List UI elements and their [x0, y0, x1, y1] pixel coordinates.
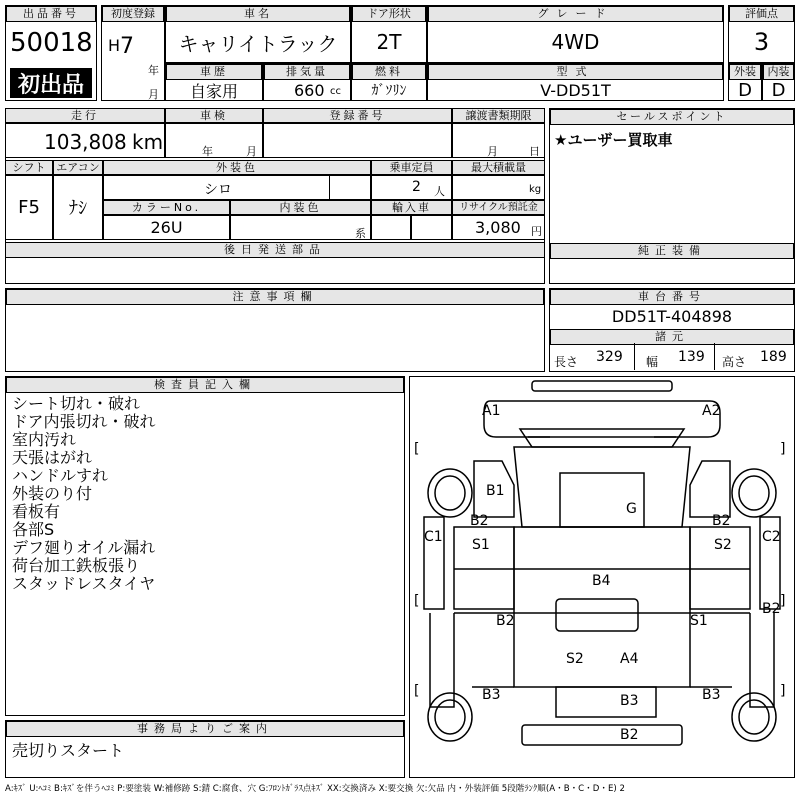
caution-block — [5, 288, 545, 372]
damage-mark: B2 — [620, 727, 639, 743]
registration-block — [101, 5, 165, 101]
office-label: 事務局よりご案内 — [6, 721, 404, 737]
name-value: キャリイトラック — [178, 31, 338, 56]
bracket-mark: [ — [414, 441, 420, 457]
damage-mark: A1 — [482, 403, 501, 419]
regno-label: 登録番号 — [263, 108, 452, 124]
recycle-value: 3,080 — [475, 218, 521, 237]
damage-mark: B3 — [702, 687, 721, 703]
inspection-month-unit: 月 — [246, 145, 257, 158]
office-block — [5, 720, 405, 778]
model-value: V-DD51T — [540, 80, 611, 100]
damage-mark: C2 — [762, 529, 781, 545]
colorno-value: 26U — [103, 214, 230, 240]
color-divider — [329, 174, 330, 200]
inspector-label: 検査員記入欄 — [6, 377, 404, 393]
ac-label: エアコン — [53, 160, 103, 176]
later-parts-label: 後日発送部品 — [5, 242, 545, 258]
inspection-cell — [165, 122, 263, 158]
inspector-note: 各部S — [12, 520, 55, 539]
lot-label: 出品番号 — [6, 6, 96, 22]
inspector-note: 天張はがれ — [12, 448, 93, 467]
bracket-mark: [ — [414, 683, 420, 699]
bracket-mark: ] — [780, 441, 786, 457]
grade-value: 4WD — [551, 30, 600, 54]
width-label: 幅 — [646, 355, 659, 369]
grade-label: グレード — [428, 6, 723, 22]
inspector-note: 外装のり付 — [12, 484, 93, 503]
intcolor-label: 内装色 — [230, 200, 371, 216]
sales-point-label: セールスポイント — [550, 109, 794, 125]
transfer-label: 譲渡書類期限 — [452, 108, 545, 124]
month-unit: 月 — [148, 88, 159, 101]
transfer-day-unit: 日 — [529, 145, 540, 158]
damage-mark: S2 — [566, 651, 584, 667]
year-unit: 年 — [148, 64, 159, 77]
inspector-note: 室内汚れ — [12, 430, 77, 449]
fuel-value: ｶﾞｿﾘﾝ — [371, 83, 407, 99]
interior-label: 内装 — [763, 64, 794, 80]
history-block — [165, 63, 263, 101]
recycle-unit: 円 — [531, 225, 542, 238]
recycle-cell — [452, 214, 545, 240]
transfer-cell — [452, 122, 545, 158]
recycle-label: リサイクル預託金 — [452, 200, 545, 216]
lot-number: 50018 — [10, 28, 93, 58]
interior-block — [762, 63, 795, 101]
spec-label: 諸元 — [550, 329, 794, 345]
office-text: 売切りスタート — [12, 741, 125, 760]
legend-text: A:ｷｽﾞ U:ﾍｺﾐ B:ｷｽﾞを伴うﾍｺﾐ P:要塗装 W:補修跡 S:錆 C:腐食、穴 G:ﾌﾛﾝﾄｶﾞﾗｽ点ｷｽﾞ XX:交換済み X:要交換 欠:欠品 内・外装評価 5段階ﾗﾝｸ順(A・B・C・D・E) 2 — [5, 784, 625, 794]
height-label: 高さ — [722, 355, 747, 369]
damage-mark: B2 — [470, 513, 489, 529]
displacement-block — [263, 63, 351, 101]
inspection-label: 車検 — [165, 108, 263, 124]
damage-mark: A4 — [620, 651, 639, 667]
mileage-label: 走行 — [5, 108, 165, 124]
capacity-cell — [371, 174, 452, 200]
inspection-year-unit: 年 — [202, 145, 213, 158]
exterior-value: D — [738, 79, 752, 101]
chassis-label: 車台番号 — [550, 289, 794, 305]
height-value: 189 — [760, 349, 787, 365]
inspector-note: ハンドルすれ — [12, 466, 109, 485]
door-label: ドア形状 — [352, 6, 426, 22]
spec-row — [550, 343, 794, 371]
spec-divider-1 — [634, 343, 635, 370]
sales-point-text: ★ユーザー買取車 — [554, 131, 673, 149]
length-value: 329 — [596, 349, 623, 365]
regno-cell — [263, 122, 452, 158]
width-value: 139 — [678, 349, 705, 365]
model-block — [427, 63, 724, 101]
intcolor-cell — [230, 214, 371, 240]
name-block — [165, 5, 351, 63]
inspector-note: 荷台加工鉄板張り — [12, 556, 141, 575]
fuel-block — [351, 63, 427, 101]
inspector-note: 看板有 — [12, 502, 61, 521]
shift-value: F5 — [5, 174, 53, 240]
door-block — [351, 5, 427, 63]
history-value: 自家用 — [189, 81, 238, 101]
load-unit: kg — [529, 184, 542, 195]
damage-mark: C1 — [424, 529, 443, 545]
bracket-mark: [ — [414, 593, 420, 609]
mileage-cell — [5, 122, 165, 158]
score-label: 評価点 — [729, 6, 794, 22]
inspector-note: シート切れ・破れ — [12, 394, 141, 413]
damage-mark: B3 — [482, 687, 501, 703]
damage-mark: G — [626, 501, 637, 517]
interior-value: D — [771, 79, 786, 101]
capacity-value: 2 — [412, 179, 421, 195]
import-cell-a — [371, 214, 411, 240]
exterior-block — [728, 63, 762, 101]
sales-point-block — [549, 108, 795, 284]
spec-divider-2 — [714, 343, 715, 370]
reg-year: 7 — [120, 34, 134, 59]
damage-mark: S1 — [472, 537, 490, 553]
damage-mark: B1 — [486, 483, 505, 499]
damage-mark: S2 — [714, 537, 732, 553]
displacement-value: 660 — [294, 81, 325, 100]
score-block — [728, 5, 795, 63]
model-label: 型式 — [428, 64, 723, 80]
damage-mark: B2 — [496, 613, 515, 629]
color-label: 外装色 — [103, 160, 371, 176]
reg-era: H — [108, 36, 121, 55]
mileage-unit: km — [132, 130, 164, 154]
score-value: 3 — [753, 28, 770, 56]
length-label: 長さ — [554, 355, 579, 369]
intcolor-unit: 系 — [355, 227, 366, 240]
import-cell-b — [411, 214, 452, 240]
door-value: 2T — [376, 30, 402, 54]
genuine-label: 純正装備 — [550, 243, 794, 259]
capacity-label: 乗車定員 — [371, 160, 452, 176]
caution-label: 注意事項欄 — [6, 289, 544, 305]
grade-block — [427, 5, 724, 63]
inspector-block — [5, 376, 405, 716]
color-cell — [103, 174, 371, 200]
displacement-label: 排気量 — [264, 64, 350, 80]
damage-diagram — [409, 376, 795, 778]
reg-label: 初度登録 — [102, 6, 164, 22]
damage-mark: B3 — [620, 693, 639, 709]
inspector-note: ドア内張切れ・破れ — [12, 412, 156, 431]
colorno-label: カラーNo. — [103, 200, 230, 216]
color-value: シロ — [204, 182, 232, 198]
exterior-label: 外装 — [729, 64, 761, 80]
transfer-month-unit: 月 — [487, 145, 498, 158]
damage-mark: B4 — [592, 573, 611, 589]
mileage-value: 103,808 — [44, 130, 127, 154]
chassis-value: DD51T-404898 — [611, 306, 733, 326]
lot-block — [5, 5, 97, 101]
damage-mark: B2 — [712, 513, 731, 529]
damage-mark: S1 — [690, 613, 708, 629]
bracket-mark: ] — [780, 683, 786, 699]
load-cell — [452, 174, 545, 200]
ac-value: ﾅｼ — [53, 174, 103, 240]
damage-mark: A2 — [702, 403, 721, 419]
displacement-unit: cc — [330, 86, 341, 97]
shift-label: シフト — [5, 160, 53, 176]
import-label: 輸入車 — [371, 200, 452, 216]
damage-mark: B2 — [762, 601, 781, 617]
fuel-label: 燃料 — [352, 64, 426, 80]
inspector-note: デフ廻りオイル漏れ — [12, 538, 156, 557]
history-label: 車歴 — [166, 64, 262, 80]
capacity-unit: 人 — [434, 185, 445, 198]
first-listing-badge: 初出品 — [10, 68, 92, 98]
bracket-mark: ] — [780, 593, 786, 609]
name-label: 車名 — [166, 6, 350, 22]
load-label: 最大積載量 — [452, 160, 545, 176]
inspector-note: スタッドレスタイヤ — [12, 574, 156, 593]
chassis-block — [549, 288, 795, 372]
